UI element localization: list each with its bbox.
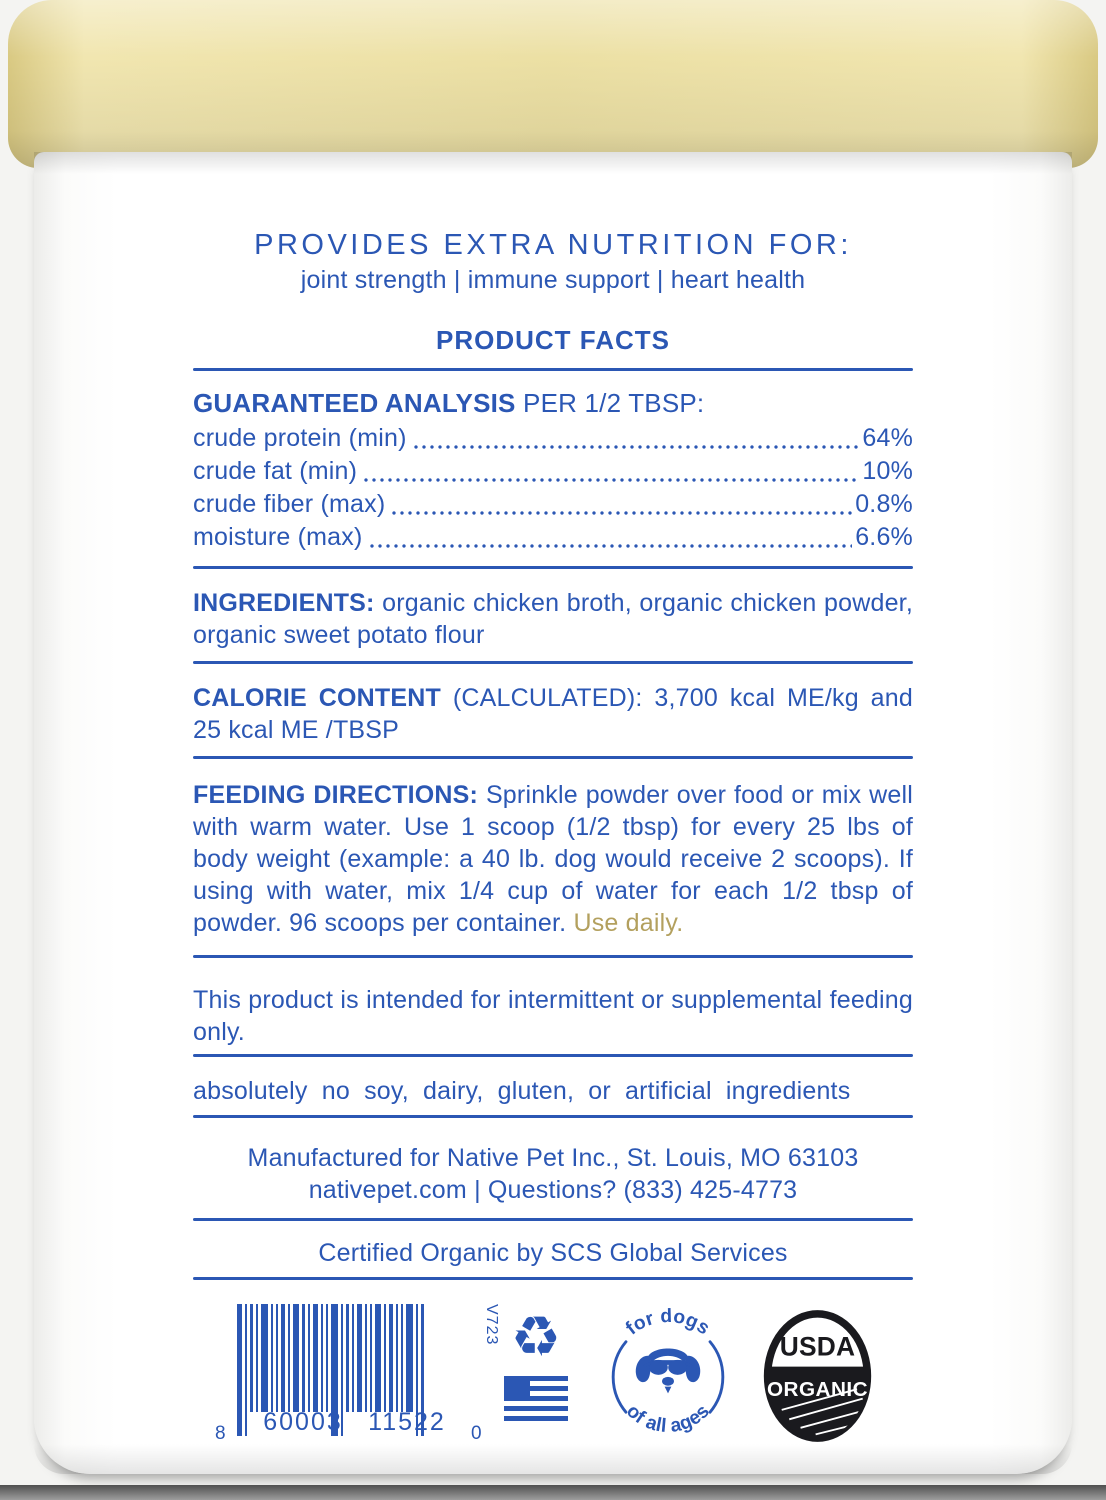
table-row <box>193 488 913 521</box>
barcode-digits: 60003 <box>263 1408 343 1436</box>
usda-seal-text-bottom: ORGANIC <box>766 1377 869 1401</box>
dot-leader <box>360 455 859 488</box>
barcode <box>213 1304 488 1449</box>
section-certification: Certified Organic by SCS Global Services <box>318 1239 788 1267</box>
section-supplemental-note: This product is intended for intermittent or supplemental feeding only. <box>193 986 913 1046</box>
feeding-label: FEEDING DIRECTIONS: <box>193 781 479 809</box>
barcode-digits: 11522 <box>368 1408 446 1436</box>
section-calorie-content <box>193 664 913 756</box>
table-row <box>193 521 913 554</box>
section-ingredients <box>193 569 913 661</box>
dog-face-icon <box>636 1348 700 1393</box>
section-no-artificial: absolutely no soy, dairy, gluten, or artificial ingredients <box>193 1077 851 1105</box>
version-code: V723 <box>483 1304 500 1346</box>
footer-icons-row <box>193 1300 913 1452</box>
manufacturer-line: Manufactured for Native Pet Inc., St. Louis, MO 63103 <box>247 1144 859 1172</box>
barcode-digit: 0 <box>471 1423 482 1444</box>
analysis-label: crude fiber (max) <box>193 490 386 518</box>
analysis-label: crude fat (min) <box>193 457 358 485</box>
svg-text:of all ages <box>622 1401 714 1437</box>
dog-badge-text-top: for dogs <box>622 1305 714 1340</box>
analysis-label: crude protein (min) <box>193 424 407 452</box>
analysis-value: 0.8% <box>855 490 913 518</box>
calorie-paren: (CALCULATED): <box>452 684 643 712</box>
dot-leader <box>366 521 853 554</box>
dog-badge-icon <box>605 1300 731 1452</box>
analysis-label: moisture (max) <box>193 523 363 551</box>
label-content <box>193 228 913 1452</box>
calorie-label: CALORIE CONTENT <box>193 684 441 712</box>
usda-organic-seal <box>761 1306 874 1446</box>
table-row <box>193 455 913 488</box>
usda-seal-text-top: USDA <box>779 1331 856 1362</box>
us-flag-icon <box>504 1376 568 1422</box>
eco-icons <box>501 1305 571 1422</box>
canister-lid <box>8 0 1098 168</box>
dog-badge-text-bottom: of all ages <box>622 1400 714 1437</box>
analysis-value: 10% <box>862 457 913 485</box>
guaranteed-analysis-heading <box>193 387 913 419</box>
ingredients-label: INGREDIENTS: <box>193 589 375 617</box>
ingredients-text: organic chicken broth, organic chicken powder, organic sweet potato flour <box>193 589 913 649</box>
guaranteed-analysis-serving: PER 1/2 TBSP: <box>523 388 705 418</box>
recycling-icon: ♻ <box>510 1305 562 1368</box>
barcode-digit: 8 <box>215 1423 226 1444</box>
product-facts-title: PRODUCT FACTS <box>436 325 670 355</box>
calorie-text: 3,700 kcal ME/kg and 25 kcal ME /TBSP <box>193 684 913 744</box>
tagline: joint strength | immune support | heart health <box>300 266 806 294</box>
section-feeding-directions <box>193 759 913 955</box>
contact-line: nativepet.com | Questions? (833) 425-4773 <box>308 1176 798 1204</box>
analysis-value: 64% <box>862 424 913 452</box>
guaranteed-analysis-label: GUARANTEED ANALYSIS <box>193 388 516 418</box>
feeding-highlight: Use daily. <box>573 909 684 937</box>
feeding-text: Sprinkle powder over food or mix well with warm water. Use 1 scoop (1/2 tbsp) for every 25 lbs of body weight (example: a 40 lb. dog would receive 2 scoops). If using with water, mix 1/4 cup of water for each 1/2 tbsp of powder. 96 scoops per container. <box>193 781 913 937</box>
svg-text:for dogs <box>622 1306 713 1340</box>
divider <box>193 1277 913 1280</box>
page-title: PROVIDES EXTRA NUTRITION FOR: <box>254 229 852 261</box>
section-manufacturer <box>193 1118 913 1218</box>
section-guaranteed-analysis <box>193 371 913 566</box>
table-row <box>193 422 913 455</box>
floor-shadow <box>0 1485 1106 1500</box>
analysis-value: 6.6% <box>855 523 913 551</box>
dot-leader <box>410 422 860 455</box>
dot-leader <box>388 488 852 521</box>
